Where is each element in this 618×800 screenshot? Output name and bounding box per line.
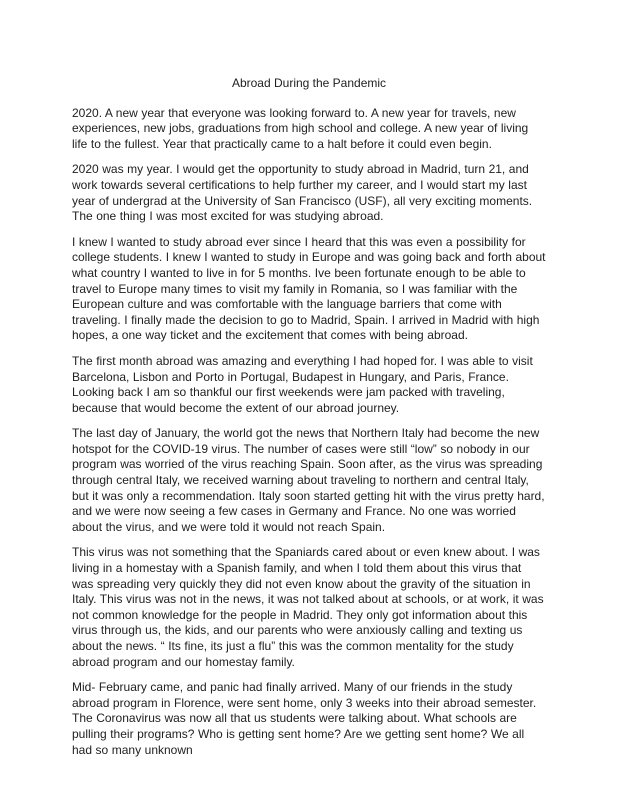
paragraph-4: The first month abroad was amazing and everything I had hoped for. I was able to visit Barcelona, Lisbon and Porto in Portugal, Budapest in Hungary, and Paris, France. Looking back I am so thankful our first weekends were jam packed with traveling, because that would become the extent of our abroad journey.: [72, 353, 533, 415]
paragraph-1: 2020. A new year that everyone was looking forward to. A new year for travels, new experiences, new jobs, graduations from high school and college. A new year of living life to the fullest. Year that practically came to a halt before it could even begin.: [72, 105, 529, 151]
paragraph-3: I knew I wanted to study abroad ever since I heard that this was even a possibility for college students. I knew I wanted to study in Europe and was going back and forth about what country I wanted to live in for 5 months. Ive been fortunate enough to be able to travel to Europe many times to visit my family in Romania, so I was familiar with the European culture and was comfortable with the language barriers that come with traveling. I finally made the decision to go to Madrid, Spain. I arrived in Madrid with high hopes, a one way ticket and the excitement that comes with being abroad.: [72, 234, 546, 343]
paragraph-6: This virus was not something that the Spaniards cared about or even knew about. I was living in a homestay with a Spanish family, and when I told them about this virus that was spreading very quickly they did not even know about the gravity of the situation in Italy. This virus was not in the news, it was not talked about at schools, or at work, it was not common knowledge for the people in Madrid. They only got information about this virus through us, the kids, and our parents who were anxiously calling and texting us about the news. “ Its fine, its just a flu” this was the common mentality for the study abroad program and our homestay family.: [72, 545, 544, 669]
paragraph-5: The last day of January, the world got the news that Northern Italy had become the new hotspot for the COVID-19 virus. The number of cases were still “low” so nobody in our program was worried of the virus reaching Spain. Soon after, as the virus was spreading through central Italy, we received warning about traveling to northern and central Italy, but it was only a recommendation. Italy soon started getting hit with the virus pretty hard, and we were now seeing a few cases in Germany and France. No one was worried about the virus, and we were told it would not reach Spain.: [72, 426, 545, 534]
paragraph-7: Mid- February came, and panic had finally arrived. Many of our friends in the study abroad program in Florence, were sent home, only 3 weeks into their abroad semester. The Coronavirus was now all that us students were talking about. What schools are pulling their programs? Who is getting sent home? Are we getting sent home? We all had so many unknown: [72, 680, 537, 757]
document-title: Abroad During the Pandemic: [231, 76, 387, 90]
paragraph-2: 2020 was my year. I would get the opportunity to study abroad in Madrid, turn 21, and work towards several certifications to help further my career, and I would start my last year of undergrad at the University of San Francisco (USF), all very exciting moments. The one thing I was most excited for was studying abroad.: [72, 162, 533, 224]
